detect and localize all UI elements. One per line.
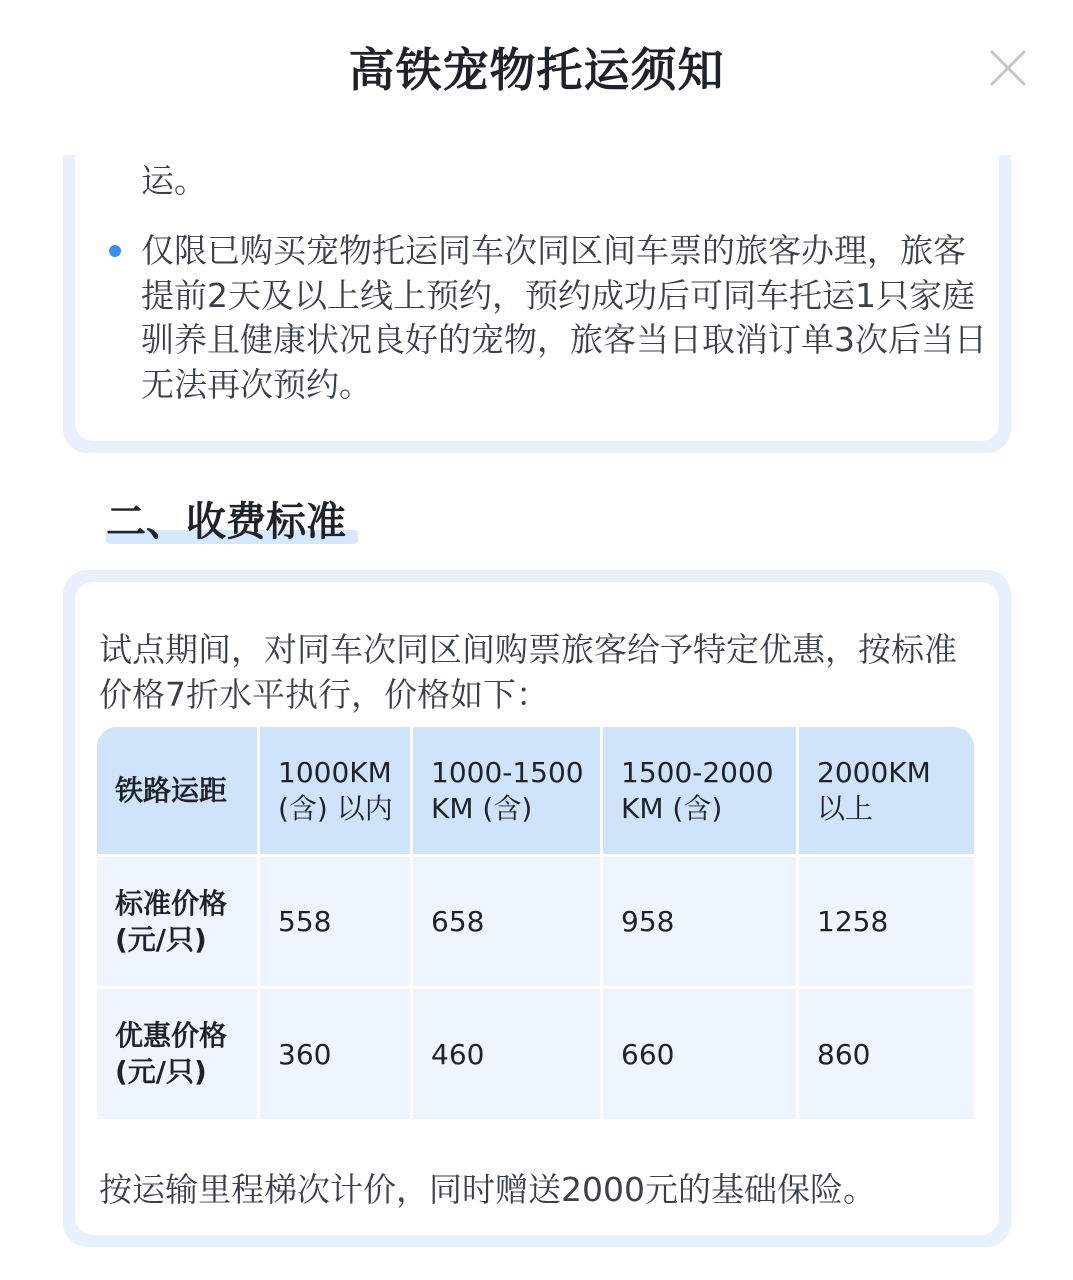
rule-bullet-text: 仅限已购买宠物托运同车次同区间车票的旅客办理，旅客提前2天及以上线上预约，预约成功后可同车托运1只家庭驯养且健康状况良好的宠物，旅客当日取消订单3次后当日无法再次预约。 [141, 231, 987, 404]
table-row-standard-price [97, 857, 974, 986]
page-title: 高铁宠物托运须知 [348, 43, 725, 97]
table-header-row [97, 727, 974, 854]
price-value: 658 [431, 905, 485, 938]
header-text: 2000KM [817, 755, 931, 789]
table-cell [603, 857, 796, 986]
price-value: 660 [621, 1037, 675, 1071]
price-table [97, 727, 974, 1119]
price-value: 1258 [817, 905, 889, 938]
table-cell [799, 989, 974, 1119]
table-cell [260, 989, 410, 1119]
header [0, 0, 1073, 135]
price-value: 558 [278, 905, 332, 938]
row-label-unit: (元/只) [115, 1055, 207, 1088]
header-cell-distance-1 [260, 727, 410, 854]
price-value: 360 [278, 1037, 332, 1071]
table-cell [413, 989, 600, 1119]
header-text: KM (含) [431, 791, 533, 825]
header-text: 以上 [817, 791, 874, 825]
row-label-cell [97, 857, 257, 986]
table-cell [799, 857, 974, 986]
close-icon[interactable] [986, 46, 1030, 90]
fee-intro-text: 试点期间，对同车次同区间购票旅客给予特定优惠，按标准价格7折水平执行，价格如下： [99, 630, 957, 714]
row-label-unit: (元/只) [115, 922, 207, 956]
header-label-cell [97, 727, 257, 854]
table-cell [603, 989, 796, 1119]
price-value: 460 [431, 1037, 485, 1071]
header-cell-distance-3 [603, 727, 796, 854]
header-cell-distance-2 [413, 727, 600, 854]
continued-text: 运。 [141, 161, 207, 200]
price-value: 860 [817, 1037, 871, 1071]
bullet-dot-icon [109, 245, 121, 257]
header-text: KM (含) [621, 791, 723, 825]
header-text: (含) 以内 [278, 791, 393, 825]
row-label: 优惠价格 [115, 1019, 228, 1052]
table-row-discount-price [97, 989, 974, 1119]
header-text: 1000KM [278, 755, 392, 789]
header-cell-distance-4 [799, 727, 974, 854]
row-label-cell [97, 989, 257, 1119]
header-label: 铁路运距 [115, 773, 228, 807]
price-value: 958 [621, 905, 675, 938]
row-label: 标准价格 [115, 886, 228, 920]
table-cell [260, 857, 410, 986]
rules-card-body [75, 155, 999, 441]
header-text: 1500-2000 [621, 755, 774, 789]
fee-section-heading-text: 二、收费标准 [106, 499, 346, 545]
fee-section-heading [106, 496, 346, 552]
table-cell [413, 857, 600, 986]
rules-card [63, 155, 1011, 453]
fee-footnote-text: 按运输里程梯次计价，同时赠送2000元的基础保险。 [99, 1170, 876, 1209]
header-text: 1000-1500 [431, 755, 584, 789]
